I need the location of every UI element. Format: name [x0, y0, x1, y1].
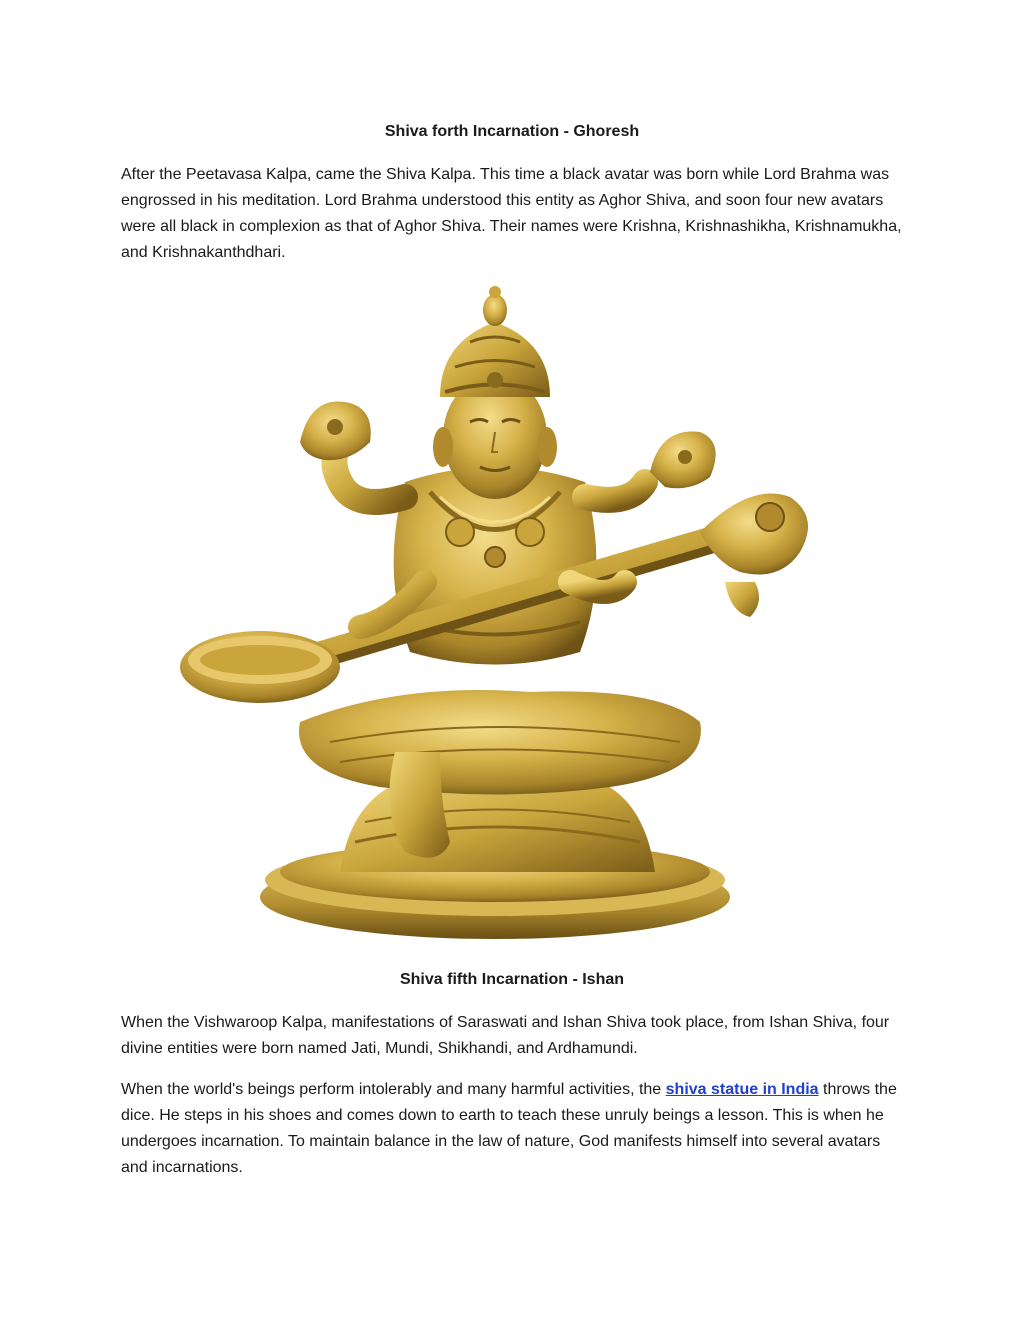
section-heading-ishan: Shiva fifth Incarnation - Ishan: [399, 971, 625, 988]
paragraph-ghoresh: After the Peetavasa Kalpa, came the Shiva Kalpa. This time a black avatar was born while Lord Brahma was engrossed in his meditation. Lord Brahma understood this entity as Aghor Shiva, and soon four new avatars were all black in complexion as that of Aghor Shiva. Their names were Krishna, Krishnashikha, Krishnamukha, and Krishnakanthdhari.: [121, 166, 902, 261]
paragraph-ishan-2-after: throws the dice. He steps in his shoes and comes down to earth to teach these unruly beings a lesson. This is when he undergoes incarnation. To maintain balance in the law of nature, God manifests himself into several avatars and incarnations.: [121, 1081, 897, 1176]
brass-statue-image: [140, 282, 840, 952]
paragraph-ishan-2: [121, 1077, 906, 1181]
paragraph-ishan-2-before: When the world's beings perform intolerably and many harmful activities, the: [121, 1081, 666, 1098]
shiva-statue-link[interactable]: shiva statue in India: [665, 1081, 819, 1098]
paragraph-ishan-1: When the Vishwaroop Kalpa, manifestations of Saraswati and Ishan Shiva took place, from Ishan Shiva, four divine entities were born named Jati, Mundi, Shikhandi, and Ardhamundi.: [121, 1014, 890, 1057]
brass-statue-illustration-icon: [140, 282, 840, 952]
section-heading-ghoresh: Shiva forth Incarnation - Ghoresh: [384, 123, 640, 140]
